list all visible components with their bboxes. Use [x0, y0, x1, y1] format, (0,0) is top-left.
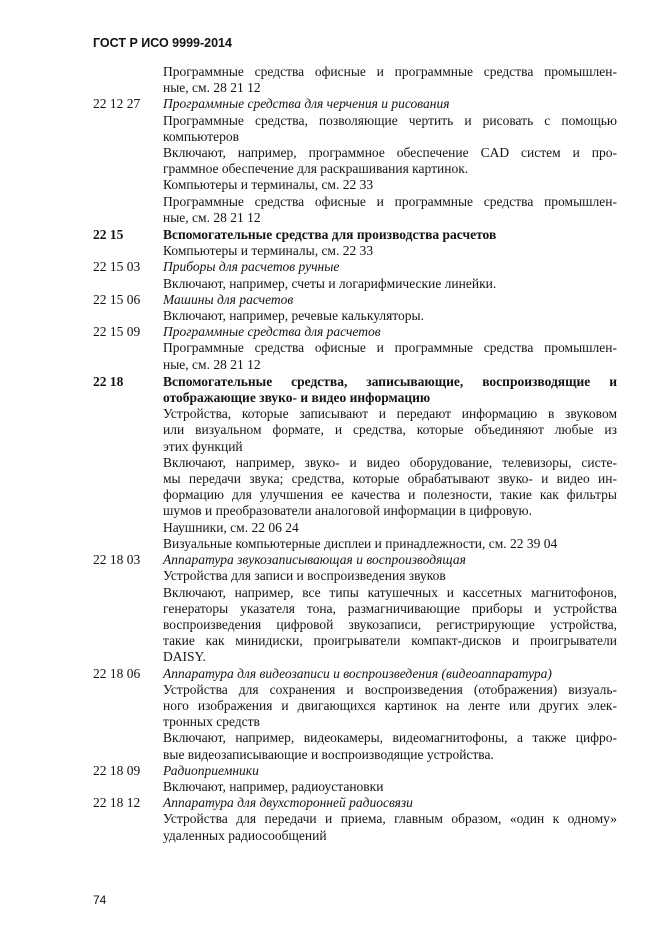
- text-line: такие как минидиски, проигрыватели компакт-дисков и проигрыватели: [163, 633, 617, 649]
- text-line: ные, см. 28 21 12: [163, 80, 261, 96]
- text-line: Приборы для расчетов ручные: [163, 259, 340, 275]
- entry-description: [93, 585, 617, 666]
- text-line: генераторы указателя тона, размагничивающие приборы и устройства: [163, 600, 617, 616]
- classification-code: [93, 520, 163, 536]
- entry-text: [163, 194, 617, 226]
- text-line: граммное обеспечение для раскрашивания картинок.: [163, 161, 469, 177]
- entry-text: [163, 145, 617, 177]
- text-line: этих функций: [163, 438, 243, 454]
- classification-code: [93, 568, 163, 584]
- text-line: Устройства, которые записывают и передают информацию в звуковом: [163, 406, 617, 422]
- entry-text: [163, 536, 617, 552]
- text-line: Устройства для записи и воспроизведения звуков: [163, 568, 446, 584]
- entry-description: [93, 145, 617, 177]
- entry-description: [93, 811, 617, 843]
- classification-entry-title: [93, 795, 617, 811]
- entry-text: [163, 811, 617, 843]
- text-line: Включают, например, радиоустановки: [163, 778, 384, 794]
- text-line: шумов и преобразователи аналоговой информации в цифровую.: [163, 503, 532, 519]
- classification-entry-title: [93, 96, 617, 112]
- text-line: Аппаратура звукозаписывающая и воспроизводящая: [163, 552, 466, 568]
- text-line: Аппаратура для видеозаписи и воспроизведения (видеоаппаратура): [163, 665, 552, 681]
- section-heading: [93, 227, 617, 243]
- text-line: удаленных радиосообщений: [163, 827, 327, 843]
- classification-code: 22 18 12: [93, 795, 141, 811]
- entry-description: [93, 276, 617, 292]
- classification-code: 22 18: [93, 373, 124, 389]
- text-line: Машины для расчетов: [163, 291, 294, 307]
- entry-text: [163, 96, 617, 112]
- classification-entry-title: [93, 552, 617, 568]
- classification-code: 22 15 06: [93, 291, 141, 307]
- text-line: Включают, например, все типы катушечных и кассетных магнитофонов,: [163, 584, 617, 600]
- classification-entry-title: [93, 763, 617, 779]
- classification-code: [93, 536, 163, 552]
- entry-description: [93, 568, 617, 584]
- entry-description: [93, 243, 617, 259]
- entry-text: [163, 406, 617, 455]
- page-number: 74: [93, 893, 107, 907]
- text-line: DAISY.: [163, 649, 206, 665]
- entry-text: [163, 374, 617, 406]
- classification-code: [93, 340, 163, 372]
- entry-text: [163, 795, 617, 811]
- text-line: Включают, например, счеты и логарифмические линейки.: [163, 275, 497, 291]
- entry-text: [163, 763, 617, 779]
- classification-code: [93, 276, 163, 292]
- classification-code: [93, 243, 163, 259]
- classification-code: [93, 406, 163, 455]
- text-line: воспроизведения цифровой звукозаписи, регистрирующие устройства,: [163, 616, 617, 632]
- entry-description: [93, 340, 617, 372]
- entry-text: [163, 730, 617, 762]
- classification-code: [93, 145, 163, 177]
- entry-text: [163, 455, 617, 520]
- entry-description: [93, 113, 617, 145]
- classification-code: [93, 113, 163, 145]
- text-line: Включают, например, программное обеспечение CAD систем и про-: [163, 145, 617, 161]
- classification-code: [93, 177, 163, 193]
- text-line: Включают, например, звуко- и видео оборудование, телевизоры, систе-: [163, 454, 617, 470]
- text-line: Программные средства, позволяющие чертить и рисовать с помощью: [163, 112, 617, 128]
- entry-description: [93, 194, 617, 226]
- classification-code: [93, 779, 163, 795]
- entry-text: [163, 324, 617, 340]
- classification-entry-title: [93, 324, 617, 340]
- text-line: ные, см. 28 21 12: [163, 209, 261, 225]
- text-line: Устройства для передачи и приема, главным образом, «один к одному»: [163, 811, 617, 827]
- classification-code: [93, 811, 163, 843]
- text-line: Наушники, см. 22 06 24: [163, 519, 299, 535]
- classification-entry-title: [93, 666, 617, 682]
- text-line: или визуальном формате, и средства, которые объединяют любые из: [163, 422, 617, 438]
- text-line: Вспомогательные средства, записывающие, воспроизводящие и: [163, 373, 617, 389]
- entry-description: [93, 308, 617, 324]
- classification-code: [93, 194, 163, 226]
- classification-code: 22 15 09: [93, 324, 141, 340]
- text-line: Аппаратура для двухсторонней радиосвязи: [163, 795, 413, 811]
- entry-text: [163, 568, 617, 584]
- entry-text: [163, 666, 617, 682]
- entry-description: [93, 779, 617, 795]
- text-line: формацию для улучшения ее качества и полезности, такие как фильтры: [163, 487, 617, 503]
- entry-text: [163, 520, 617, 536]
- classification-code: [93, 455, 163, 520]
- classification-list: [93, 64, 617, 844]
- text-line: вые видеозаписывающие и воспроизводящие устройства.: [163, 746, 494, 762]
- classification-code: 22 18 06: [93, 665, 141, 681]
- entry-text: [163, 585, 617, 666]
- text-line: мы передачи звука; средства, которые обрабатывают звуко- и видео ин-: [163, 471, 617, 487]
- section-heading: [93, 374, 617, 406]
- text-line: компьютеров: [163, 128, 239, 144]
- classification-code: [93, 64, 163, 96]
- entry-text: [163, 259, 617, 275]
- classification-entry-title: [93, 292, 617, 308]
- entry-description: [93, 730, 617, 762]
- text-line: Устройства для сохранения и воспроизведения (отображения) визуаль-: [163, 681, 617, 697]
- text-line: Компьютеры и терминалы, см. 22 33: [163, 177, 374, 193]
- text-line: отображающие звуко- и видео информацию: [163, 390, 431, 406]
- classification-code: 22 18 03: [93, 552, 141, 568]
- entry-text: [163, 243, 617, 259]
- text-line: Вспомогательные средства для производства расчетов: [163, 227, 497, 243]
- text-line: тронных средств: [163, 714, 260, 730]
- text-line: Программные средства офисные и программные средства промышлен-: [163, 193, 617, 209]
- entry-text: [163, 682, 617, 731]
- text-line: Визуальные компьютерные дисплеи и принадлежности, см. 22 39 04: [163, 535, 558, 551]
- classification-code: [93, 682, 163, 731]
- text-line: ные, см. 28 21 12: [163, 356, 261, 372]
- classification-code: 22 15: [93, 227, 124, 243]
- text-line: Радиоприемники: [163, 762, 259, 778]
- entry-text: [163, 113, 617, 145]
- entry-description: [93, 177, 617, 193]
- entry-description: [93, 682, 617, 731]
- classification-code: 22 12 27: [93, 96, 141, 112]
- entry-description: [93, 520, 617, 536]
- standard-header: ГОСТ Р ИСО 9999-2014: [93, 36, 232, 50]
- text-line: Компьютеры и терминалы, см. 22 33: [163, 243, 374, 259]
- entry-text: [163, 308, 617, 324]
- entry-description: [93, 406, 617, 455]
- entry-description: [93, 455, 617, 520]
- text-line: Включают, например, видеокамеры, видеомагнитофоны, а также цифро-: [163, 730, 617, 746]
- entry-text: [163, 177, 617, 193]
- text-line: Программные средства офисные и программные средства промышлен-: [163, 340, 617, 356]
- entry-text: [163, 779, 617, 795]
- entry-description: [93, 64, 617, 96]
- text-line: Программные средства офисные и программные средства промышлен-: [163, 64, 617, 79]
- text-line: Программные средства для черчения и рисования: [163, 96, 450, 112]
- entry-text: [163, 552, 617, 568]
- entry-text: [163, 276, 617, 292]
- classification-code: [93, 585, 163, 666]
- entry-text: [163, 64, 617, 96]
- entry-text: [163, 227, 617, 243]
- classification-code: [93, 308, 163, 324]
- entry-text: [163, 340, 617, 372]
- text-line: ного изображения и двигающихся картинок на ленте или других элек-: [163, 697, 617, 713]
- text-line: Программные средства для расчетов: [163, 324, 381, 340]
- classification-code: 22 18 09: [93, 762, 141, 778]
- classification-code: [93, 730, 163, 762]
- classification-code: 22 15 03: [93, 259, 141, 275]
- entry-text: [163, 292, 617, 308]
- entry-description: [93, 536, 617, 552]
- classification-entry-title: [93, 259, 617, 275]
- text-line: Включают, например, речевые калькуляторы.: [163, 308, 424, 324]
